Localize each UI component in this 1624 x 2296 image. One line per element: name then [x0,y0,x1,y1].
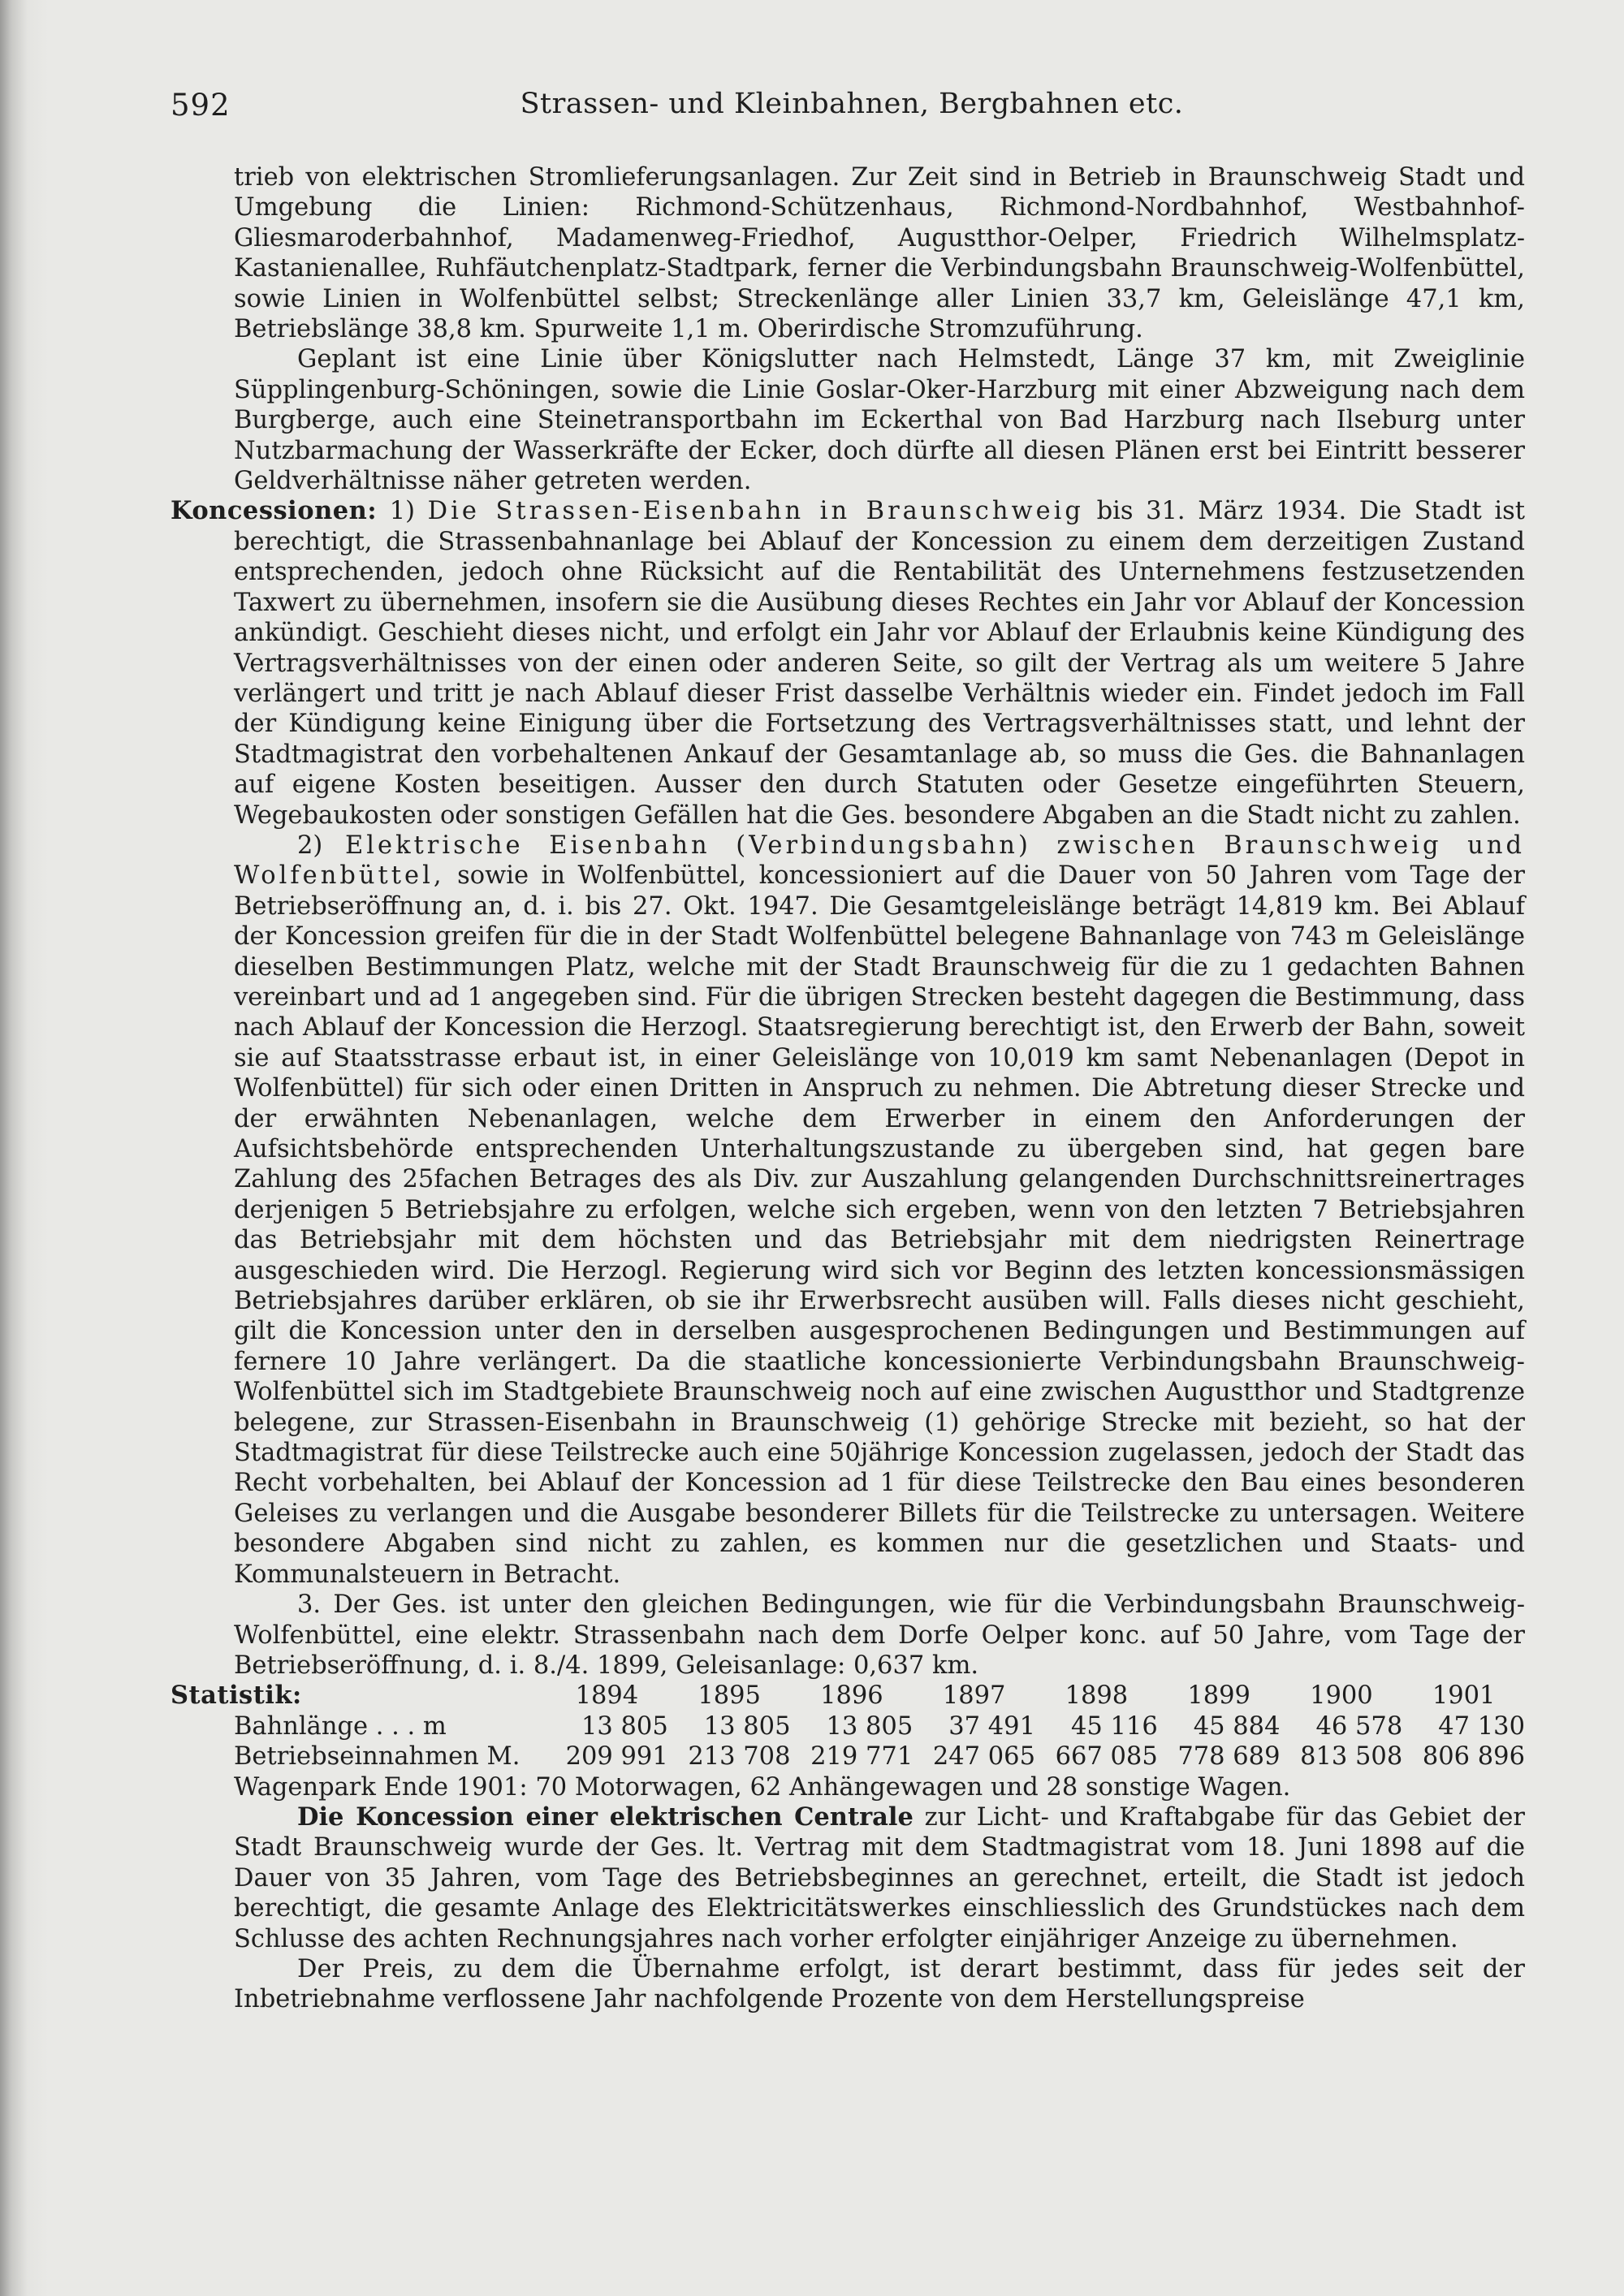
table-row [171,1741,1525,1772]
table-cell: 813 508 [1300,1742,1403,1772]
year-cell: 1899 [1187,1681,1250,1711]
table-cell: 209 991 [565,1742,668,1772]
page-body [171,162,1526,2015]
koncession-1-text: bis 31. März 1934. Die Stadt ist berechtigt, die Strassenbahnanlage bei Ablauf der Koncession zu einem dem derzeitigen Zustand entsprechenden, jedoch ohne Rücksicht auf die Rentabilität des Unternehmens festzusetzenden Taxwert zu übernehmen, insofern sie die Ausübung dieses Rechtes ein Jahr vor Ablauf der Koncession ankündigt. Geschieht dieses nicht, und erfolgt ein Jahr vor Ablauf der Erlaubnis keine Kündigung des Vertragsverhältnisses von der einen oder anderen Seite, so gilt der Vertrag als um weitere 5 Jahre verlängert und tritt je nach Ablauf dieser Frist dasselbe Verhältnis wieder ein. Findet jedoch im Fall der Kündigung keine Einigung über die Fortsetzung des Vertragsverhältnisses statt, und lehnt der Stadtmagistrat den vorbehaltenen Ankauf der Gesamtanlage ab, so muss die Ges. die Bahnanlagen auf eigene Kosten beseitigen. Ausser den durch Statuten oder Gesetze eingeführten Steuern, Wegebaukosten oder sonstigen Gefällen hat die Ges. besondere Abgaben an die Stadt nicht zu zahlen. [234,497,1526,830]
koncession-1-title: Die Strassen-Eisenbahn in Braunschweig [427,497,1084,526]
year-cell: 1898 [1065,1681,1129,1711]
table-cell: 213 708 [688,1742,791,1772]
centrale-title: Die Koncession einer elektrischen Centrale [297,1802,914,1832]
table-cell: 45 884 [1193,1711,1281,1741]
koncession-2-text: sowie in Wolfenbüttel, koncessioniert auf die Dauer von 50 Jahren vom Tage der Betriebseröffnung an, d. i. bis 27. Okt. 1947. Die Gesamtgeleislänge beträgt 14,819 km. Bei Ablauf der Koncession greifen für die in der Stadt Wolfenbüttel belegene Bahnanlage von 743 m Geleislänge dieselben Bestimmungen Platz, welche mit der Stadt Braunschweig für die zu 1 gedachten Bahnen vereinbart und ad 1 angegeben sind. Für die übrigen Strecken besteht dagegen die Bestimmung, dass nach Ablauf der Koncession die Herzogl. Staatsregierung berechtigt ist, den Erwerb der Bahn, soweit sie auf Staatsstrasse erbaut ist, in einer Geleislänge von 10,019 km samt Nebenanlagen (Depot in Wolfenbüttel) für sich oder einen Dritten in Anspruch zu nehmen. Die Abtretung dieser Strecke und der erwähnten Nebenanlagen, welche dem Erwerber in einem den Anforderungen der Aufsichtsbehörde entsprechenden Unterhaltungszustande zu übergeben sind, hat gegen bare Zahlung des 25fachen Betrages des als Div. zur Auszahlung gelangenden Durchschnittsreinertrages derjenigen 5 Betriebsjahre zu erfolgen, welche sich ergeben, wenn von den letzten 7 Betriebsjahren das Betriebsjahr mit dem höchsten und das Betriebsjahr mit dem niedrigsten Reinertrage ausgeschieden wird. Die Herzogl. Regierung wird sich vor Beginn des letzten koncessionsmässigen Betriebsjahres darüber erklären, ob sie ihr Erwerbsrecht ausüben will. Falls dieses nicht geschieht, gilt die Koncession unter den in derselben ausgesprochenen Bedingungen und Bestimmungen auf fernere 10 Jahre verlängert. Da die staatliche koncessionierte Verbindungsbahn Braunschweig-Wolfenbüttel sich im Stadtgebiete Braunschweig noch auf eine zwischen Augustthor und Stadtgrenze belegene, zur Strassen-Eisenbahn in Braunschweig (1) gehörige Strecke mit bezieht, so hat der Stadtmagistrat für diese Teilstrecke auch eine 50jährige Koncession zugelassen, jedoch der Stadt das Recht vorbehalten, bei Ablauf der Koncession ad 1 für diese Teilstrecke den Bau eines besonderen Geleises zu verlangen und die Ausgabe besonderer Billets für die Teilstrecke zu untersagen. Weitere besondere Abgaben sind nicht zu zahlen, es kommen nur die gesetzlichen und Staats- und Kommunalsteuern in Betracht. [234,861,1525,1589]
rubric-koncessionen: Koncessionen: [171,496,378,526]
year-cell: 1897 [942,1681,1006,1711]
table-cell: 247 065 [932,1742,1035,1772]
page-number: 592 [171,88,231,123]
paragraph-koncession-3: 3. Der Ges. ist unter den gleichen Bedingungen, wie für die Verbindungsbahn Braunschweig-Wolfenbüttel, eine elektr. Strassenbahn nach dem Dorfe Oelper konc. auf 50 Jahre, vom Tage der Betriebseröffnung, d. i. 8./4. 1899, Geleisanlage: 0,637 km. [234,1590,1525,1680]
item-number-1: 1) [389,497,416,526]
paragraph-geplant: Geplant ist eine Linie über Königslutter nach Helmstedt, Länge 37 km, mit Zweiglinie Süpplingenburg-Schöningen, sowie die Linie Goslar-Oker-Harzburg mit einer Abzweigung nach dem Burgberge, auch eine Steinetransportbahn im Eckerthal von Bad Harzburg nach Ilseburg unter Nutzbarmachung der Wasserkräfte der Ecker, doch dürfte all diesen Plänen erst bei Eintritt besserer Geldverhältnisse näher getreten werden. [234,345,1525,496]
year-cell: 1901 [1432,1681,1496,1711]
rubric-statistik: Statistik: [171,1681,302,1711]
statistik-header-row [171,1681,1525,1711]
table-cell: 46 578 [1315,1711,1403,1741]
paragraph-koncession-2 [234,831,1525,1590]
table-cell: 219 771 [810,1742,914,1772]
running-title: Strassen- und Kleinbahnen, Bergbahnen etc. [520,88,1184,120]
table-cell: 47 130 [1438,1711,1525,1741]
paragraph-preis: Der Preis, zu dem die Übernahme erfolgt, ist derart bestimmt, dass für jedes seit der Inbetriebnahme verflossene Jahr nachfolgende Prozente von dem Herstellungspreise [234,1954,1525,2014]
item-number-2: 2) [297,831,323,860]
table-cell: 778 689 [1177,1742,1281,1772]
table-cell: 806 896 [1422,1742,1525,1772]
table-cell: 37 491 [948,1711,1035,1741]
table-cell: 667 085 [1055,1742,1158,1772]
table-cell: 13 805 [581,1711,668,1741]
table-cell: 45 116 [1071,1711,1158,1741]
year-cell: 1896 [820,1681,883,1711]
year-cell: 1895 [698,1681,761,1711]
table-cell: 13 805 [703,1711,791,1741]
wagenpark-line: Wagenpark Ende 1901: 70 Motorwagen, 62 Anhängewagen und 28 sonstige Wagen. [234,1772,1291,1802]
koncession-2-title: Elektrische Eisenbahn (Verbindungsbahn) zwischen Braunschweig und Wolfenbüttel, [234,831,1525,891]
statistik-section [171,1681,1525,1772]
table-cell: 13 805 [826,1711,914,1741]
statistik-table [171,1681,1525,1772]
centrale-text: zur Licht- und Kraftabgabe für das Gebiet der Stadt Braunschweig wurde der Ges. lt. Vertrag mit dem Stadtmagistrat vom 18. Juni 1898 auf die Dauer von 35 Jahren, vom Tage des Betriebsbeginnes an gerechnet, erteilt, die Stadt ist jedoch berechtigt, die gesamte Anlage des Elektricitätswerkes einschliesslich des Grundstückes nach dem Schlusse des achten Rechnungsjahres nach vorher erfolgter einjähriger Anzeige zu übernehmen. [234,1802,1525,1953]
row-label: Bahnlänge . . . m [234,1711,447,1741]
table-row [171,1711,1525,1741]
paragraph-koncession-1 [171,496,1525,830]
paragraph-centrale [234,1802,1525,1954]
year-cell: 1894 [575,1681,639,1711]
paragraph-intro: trieb von elektrischen Stromlieferungsanlagen. Zur Zeit sind in Betrieb in Braunschweig Stadt und Umgebung die Linien: Richmond-Schützenhaus, Richmond-Nordbahnhof, Westbahnhof-Gliesmaroderbahnhof, Madamenweg-Friedhof, Augustthor-Oelper, Friedrich Wilhelmsplatz-Kastanienallee, Ruhfäutchenplatz-Stadtpark, ferner die Verbindungsbahn Braunschweig-Wolfenbüttel, sowie Linien in Wolfenbüttel selbst; Streckenlänge aller Linien 33,7 km, Geleislänge 47,1 km, Betriebslänge 38,8 km. Spurweite 1,1 m. Oberirdische Stromzuführung. [234,163,1525,344]
running-header [171,81,1533,130]
year-cell: 1900 [1310,1681,1373,1711]
row-label: Betriebseinnahmen M. [234,1742,520,1772]
